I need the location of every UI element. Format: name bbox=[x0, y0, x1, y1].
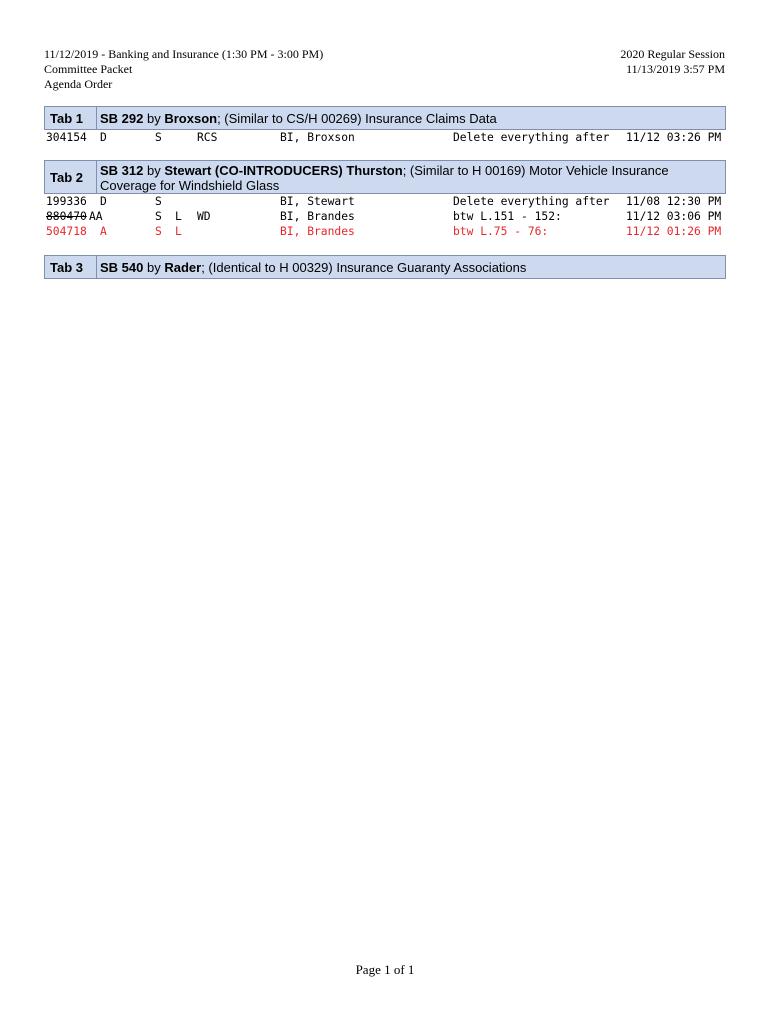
amendment-row bbox=[44, 194, 726, 209]
packet-header-right bbox=[620, 47, 725, 77]
tab-3-description bbox=[97, 256, 725, 278]
bill-number: SB 312 bbox=[100, 163, 144, 178]
bill-sponsor: Rader bbox=[164, 260, 202, 275]
by-word: by bbox=[143, 260, 165, 275]
amendment-note: btw L.75 - 76: bbox=[453, 225, 549, 238]
tab-1-block bbox=[44, 106, 726, 130]
session-name: 2020 Regular Session bbox=[620, 47, 725, 61]
bill-sponsor: Stewart (CO-INTRODUCERS) Thurston bbox=[164, 163, 403, 178]
amendment-row bbox=[44, 224, 726, 239]
packet-header-left bbox=[44, 47, 323, 92]
amendment-date: 11/12 01:26 PM bbox=[626, 225, 722, 238]
amendment-note: btw L.151 - 152: bbox=[453, 210, 562, 223]
amendment-s: S bbox=[155, 210, 162, 223]
amendment-id: 304154 bbox=[46, 131, 87, 144]
amendment-id: 199336 bbox=[46, 195, 87, 208]
amendment-date: 11/12 03:26 PM bbox=[626, 131, 722, 144]
amendment-type: A bbox=[100, 225, 107, 238]
bill-sponsor: Broxson bbox=[164, 111, 218, 126]
bill-number: SB 540 bbox=[100, 260, 144, 275]
tab-3-label: Tab 3 bbox=[45, 256, 97, 278]
by-word: by bbox=[143, 111, 165, 126]
tab-2-block bbox=[44, 160, 726, 194]
amendment-committee: BI, Stewart bbox=[280, 195, 355, 208]
amendment-committee: BI, Broxson bbox=[280, 131, 355, 144]
amendment-s: S bbox=[155, 225, 162, 238]
amendment-s: S bbox=[155, 131, 162, 144]
packet-type: Committee Packet bbox=[44, 62, 133, 76]
amendment-type: D bbox=[100, 195, 107, 208]
amendment-status: WD bbox=[197, 210, 211, 223]
tab-1-label: Tab 1 bbox=[45, 107, 97, 129]
order-label: Agenda Order bbox=[44, 77, 113, 91]
tab-2-label: Tab 2 bbox=[45, 161, 97, 193]
amendment-row bbox=[44, 209, 726, 224]
amendment-committee: BI, Brandes bbox=[280, 225, 355, 238]
bill-summary: ; (Identical to H 00329) Insurance Guaranty Associations bbox=[201, 260, 527, 275]
meeting-title: 11/12/2019 - Banking and Insurance (1:30 PM - 3:00 PM) bbox=[44, 47, 324, 61]
page-number: Page 1 of 1 bbox=[355, 962, 415, 977]
print-timestamp: 11/13/2019 3:57 PM bbox=[626, 62, 725, 76]
amendment-row bbox=[44, 130, 726, 145]
amendment-date: 11/08 12:30 PM bbox=[626, 195, 722, 208]
amendment-l: L bbox=[175, 225, 182, 238]
amendment-note: Delete everything after bbox=[453, 195, 610, 208]
tab-2-description bbox=[97, 161, 725, 193]
amendment-id: 880470 bbox=[46, 210, 87, 223]
amendment-l: L bbox=[175, 210, 182, 223]
amendment-id: 504718 bbox=[46, 225, 87, 238]
bill-summary: ; (Similar to H 00169) Motor Vehicle Insurance Coverage for Windshield Glass bbox=[100, 163, 669, 193]
by-word: by bbox=[143, 163, 165, 178]
amendment-date: 11/12 03:06 PM bbox=[626, 210, 722, 223]
amendment-type: AA bbox=[89, 210, 103, 223]
amendment-s: S bbox=[155, 195, 162, 208]
amendment-committee: BI, Brandes bbox=[280, 210, 355, 223]
amendment-status: RCS bbox=[197, 131, 218, 144]
tab-3-block bbox=[44, 255, 726, 279]
amendment-type: D bbox=[100, 131, 107, 144]
bill-number: SB 292 bbox=[100, 111, 144, 126]
amendment-note: Delete everything after bbox=[453, 131, 610, 144]
tab-1-description bbox=[97, 107, 725, 129]
bill-summary: ; (Similar to CS/H 00269) Insurance Claims Data bbox=[217, 111, 497, 126]
